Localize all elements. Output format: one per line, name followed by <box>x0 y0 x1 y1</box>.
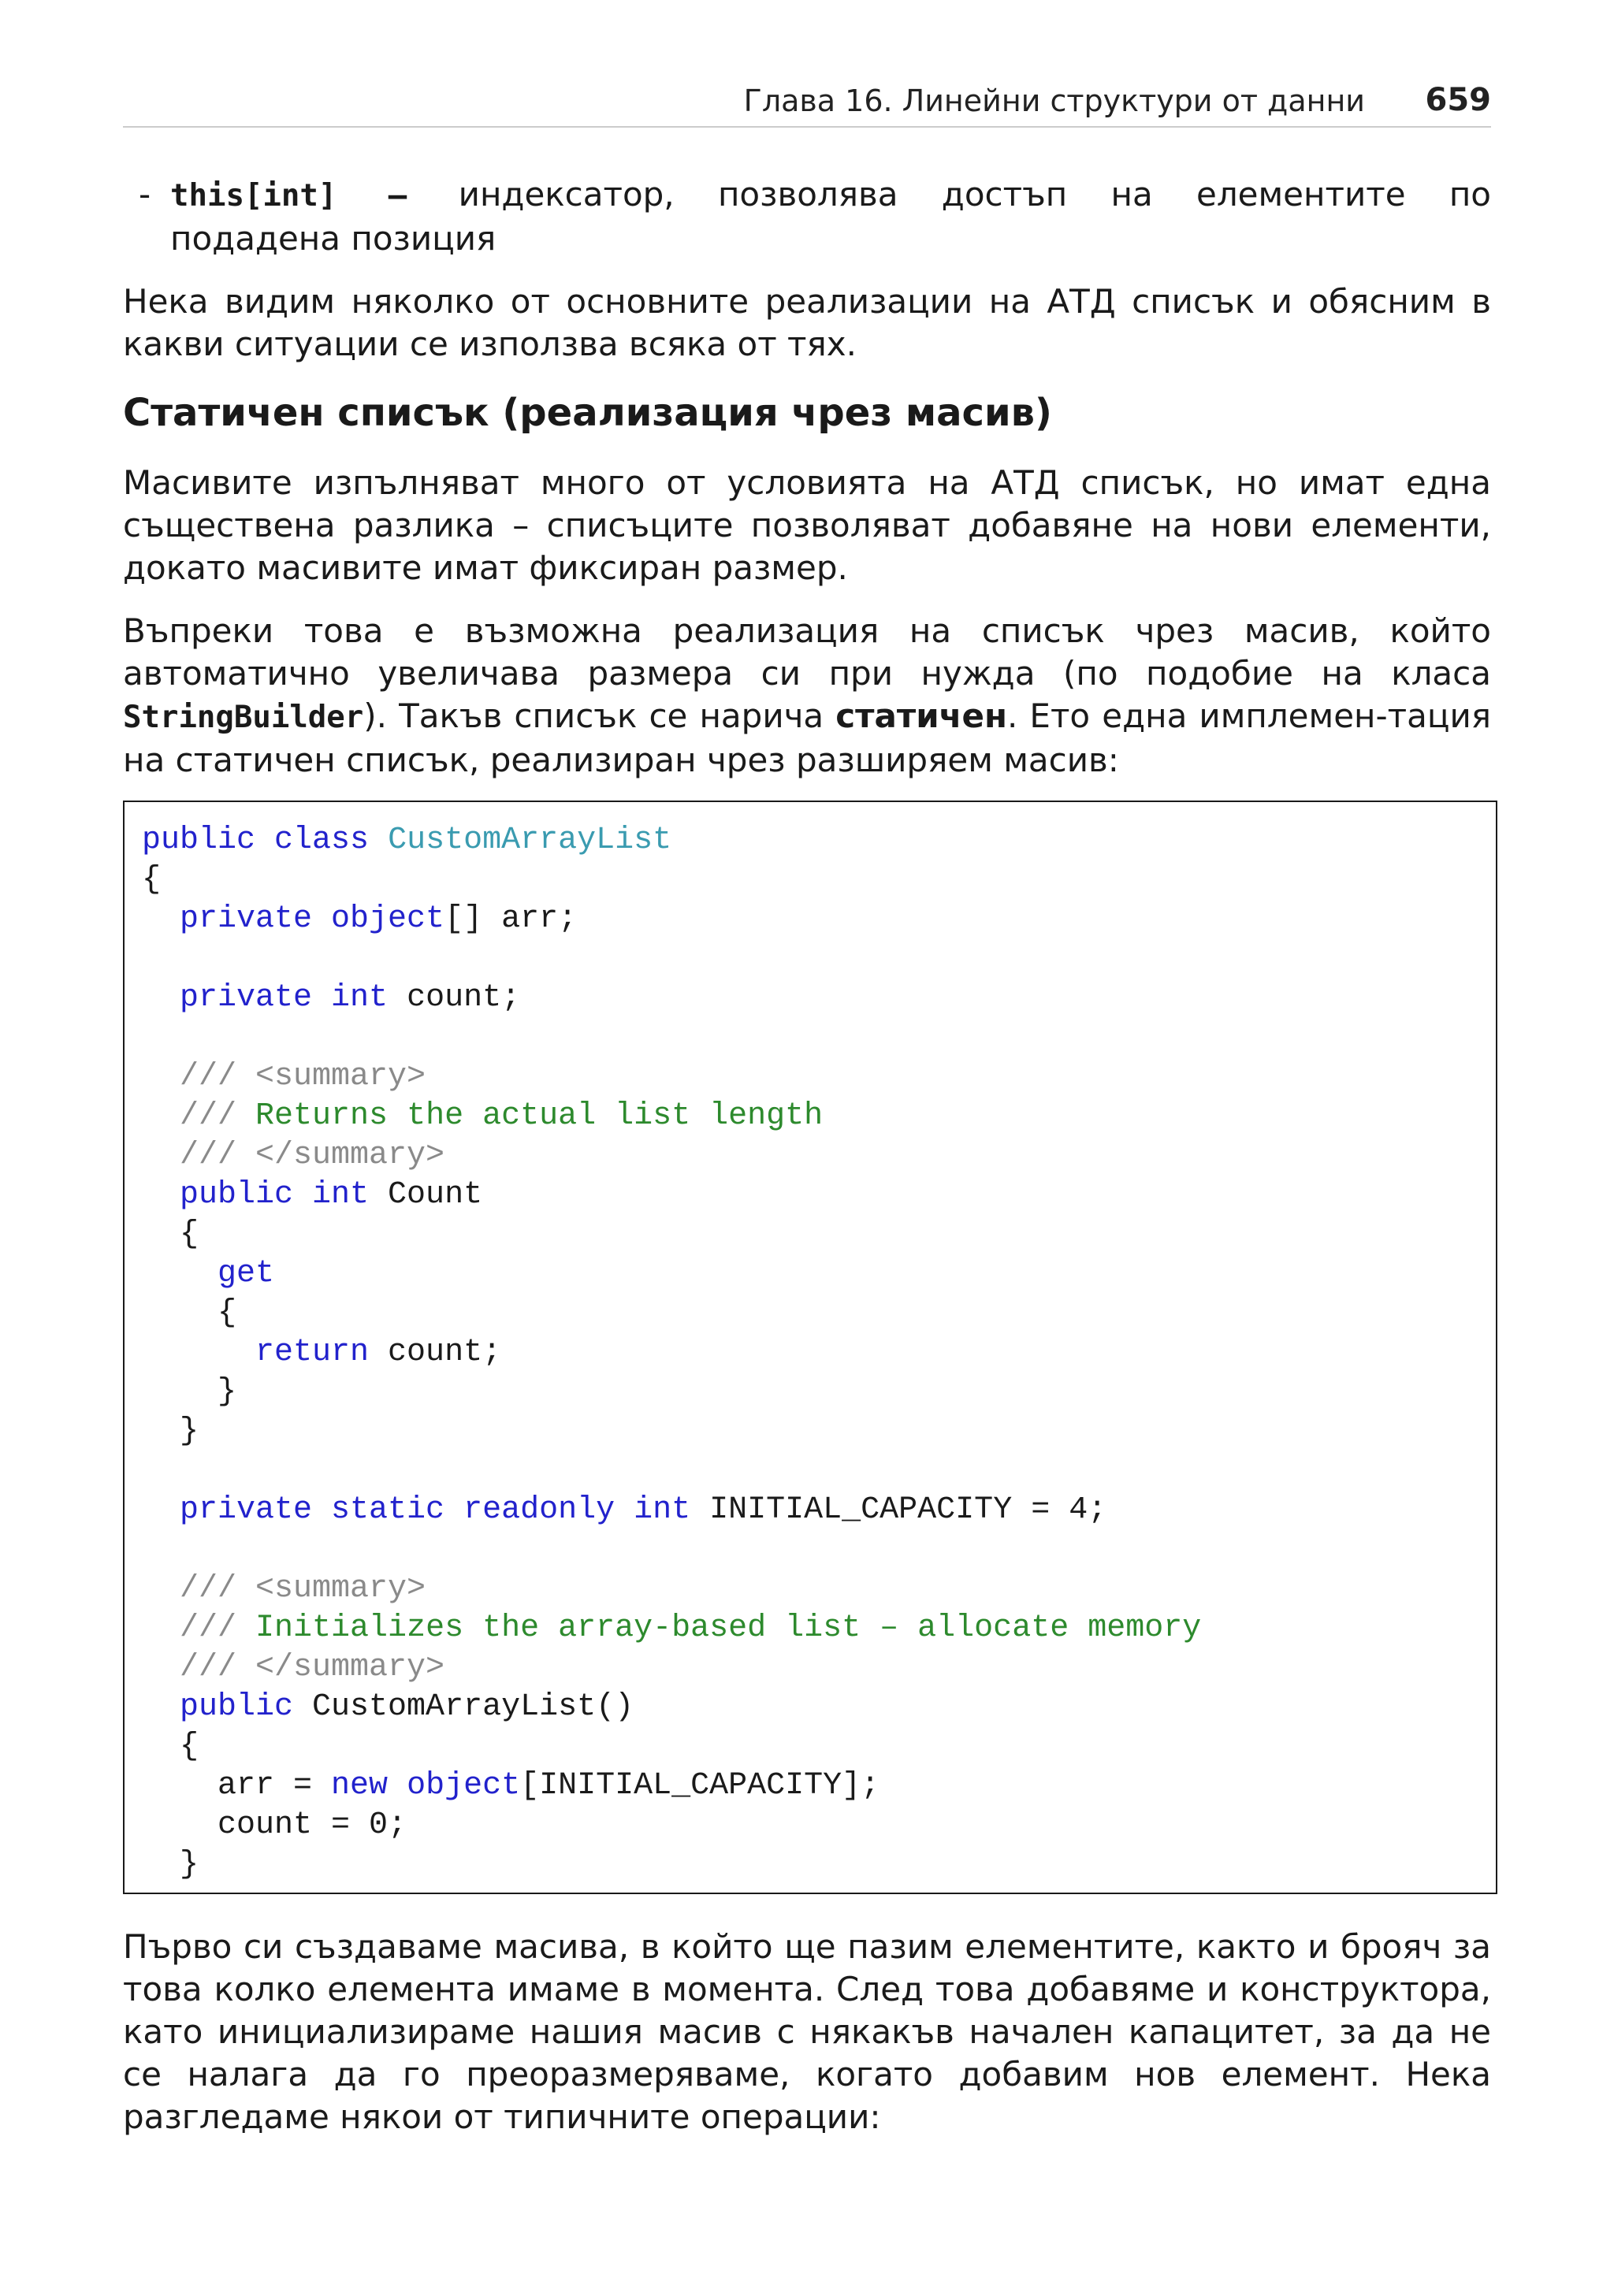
code-token: public <box>142 1689 294 1725</box>
text-run: Въпреки това е възможна реализация на списък чрез масив, който автоматично увеличава размера си при нужда (по подобие на класа <box>123 611 1491 693</box>
code-token: public class <box>142 823 389 858</box>
code-token: return <box>142 1335 370 1370</box>
code-line <box>142 939 1201 979</box>
bullet-separator: – <box>337 178 459 214</box>
code-line <box>142 821 1201 860</box>
code-line <box>142 1648 1201 1688</box>
paragraph-text: Нека видим няколко от основните реализации на АТД списък и обясним в какви ситуации се използва всяка от тях. <box>123 282 1491 363</box>
code-line <box>142 1215 1201 1254</box>
code-token: private int <box>142 980 389 1016</box>
code-token: } <box>142 1374 237 1410</box>
code-line <box>142 1609 1201 1648</box>
code-line <box>142 1097 1201 1136</box>
section-heading: Статичен списък (реализация чрез масив) <box>123 391 1052 435</box>
code-block <box>142 821 1201 1885</box>
code-token: { <box>142 1217 199 1252</box>
code-token: private object <box>142 901 445 937</box>
bullet-item <box>139 173 1491 260</box>
code-token: } <box>142 1414 199 1449</box>
text-run: ). Такъв списък се нарича <box>363 697 836 735</box>
code-line <box>142 1688 1201 1727</box>
code-line <box>142 1845 1201 1885</box>
code-token: /// <box>142 1611 256 1646</box>
paragraph-explanation <box>123 1926 1491 2138</box>
code-line <box>142 1727 1201 1767</box>
page-number: 659 <box>1425 82 1491 118</box>
chapter-title: Глава 16. Линейни структури от данни <box>743 84 1365 118</box>
inline-code: this[int] <box>170 178 337 214</box>
code-line <box>142 1373 1201 1412</box>
paragraph-static-list <box>123 610 1491 782</box>
bullet-text-continuation: подадена позиция <box>170 219 496 258</box>
code-line <box>142 1294 1201 1333</box>
code-token: Initializes the array-based list – allocate memory <box>255 1611 1202 1646</box>
code-token: /// <box>142 1098 256 1134</box>
code-token: { <box>142 862 162 897</box>
code-line <box>142 1333 1201 1373</box>
bold-term: статичен <box>835 697 1007 735</box>
code-token: { <box>142 1729 199 1764</box>
code-token: [] arr; <box>444 901 578 937</box>
bullet-line <box>170 173 1491 217</box>
text-run: . Ето една имплемен-тация на статичен списък, реализиран чрез разширяем масив: <box>123 697 1492 779</box>
inline-code: StringBuilder <box>123 700 364 735</box>
code-token: arr = <box>142 1768 332 1804</box>
code-line <box>142 979 1201 1018</box>
code-listing <box>123 801 1497 1894</box>
code-token: public int <box>142 1177 370 1213</box>
code-token: new object <box>331 1768 521 1804</box>
code-line <box>142 1018 1201 1057</box>
code-token: private static readonly int <box>142 1492 691 1528</box>
code-line <box>142 1806 1201 1845</box>
code-line <box>142 1451 1201 1491</box>
paragraph-intro <box>123 280 1491 366</box>
code-token: [INITIAL_CAPACITY]; <box>520 1768 880 1804</box>
bullet-dash: - <box>139 175 151 214</box>
code-line <box>142 1491 1201 1530</box>
code-token: /// </summary> <box>142 1138 445 1173</box>
code-line <box>142 1570 1201 1609</box>
code-token: CustomArrayList <box>388 823 672 858</box>
code-line <box>142 1176 1201 1215</box>
code-token: { <box>142 1295 237 1331</box>
code-token: /// </summary> <box>142 1650 445 1685</box>
code-line <box>142 1412 1201 1451</box>
code-token: INITIAL_CAPACITY = 4; <box>690 1492 1107 1528</box>
code-line <box>142 1057 1201 1097</box>
code-token: Count <box>369 1177 483 1213</box>
paragraph-text <box>123 610 1491 782</box>
code-token: count; <box>369 1335 502 1370</box>
paragraph-arrays <box>123 462 1491 589</box>
code-token: get <box>142 1256 275 1291</box>
page-header <box>123 79 1491 128</box>
paragraph-text: Масивите изпълняват много от условията на АТД списък, но имат една съществена разлика – списъците позволяват добавяне на нови елементи, докато масивите имат фиксиран размер. <box>123 463 1491 587</box>
code-token: } <box>142 1847 199 1882</box>
code-token: count; <box>388 980 521 1016</box>
code-token: /// <summary> <box>142 1571 426 1607</box>
code-line <box>142 900 1201 939</box>
code-token: Returns the actual list length <box>255 1098 824 1134</box>
code-line <box>142 1136 1201 1176</box>
code-line <box>142 860 1201 900</box>
code-line <box>142 1530 1201 1570</box>
code-token: /// <summary> <box>142 1059 426 1094</box>
code-token: CustomArrayList() <box>293 1689 634 1725</box>
code-line <box>142 1254 1201 1294</box>
code-token: count = 0; <box>142 1807 407 1843</box>
bullet-text: индексатор, позволява достъп на елементите по <box>458 175 1491 214</box>
code-line <box>142 1767 1201 1806</box>
paragraph-text: Първо си създаваме масива, в който ще пазим елементите, както и брояч за това колко елемента имаме в момента. След това добавяме и конструктора, като инициализираме нашия масив с някакъв начален капацитет, за да не се налага да го преоразмеряваме, когато добавим нов елемент. Нека разгледаме някои от типичните операции: <box>123 1927 1491 2136</box>
